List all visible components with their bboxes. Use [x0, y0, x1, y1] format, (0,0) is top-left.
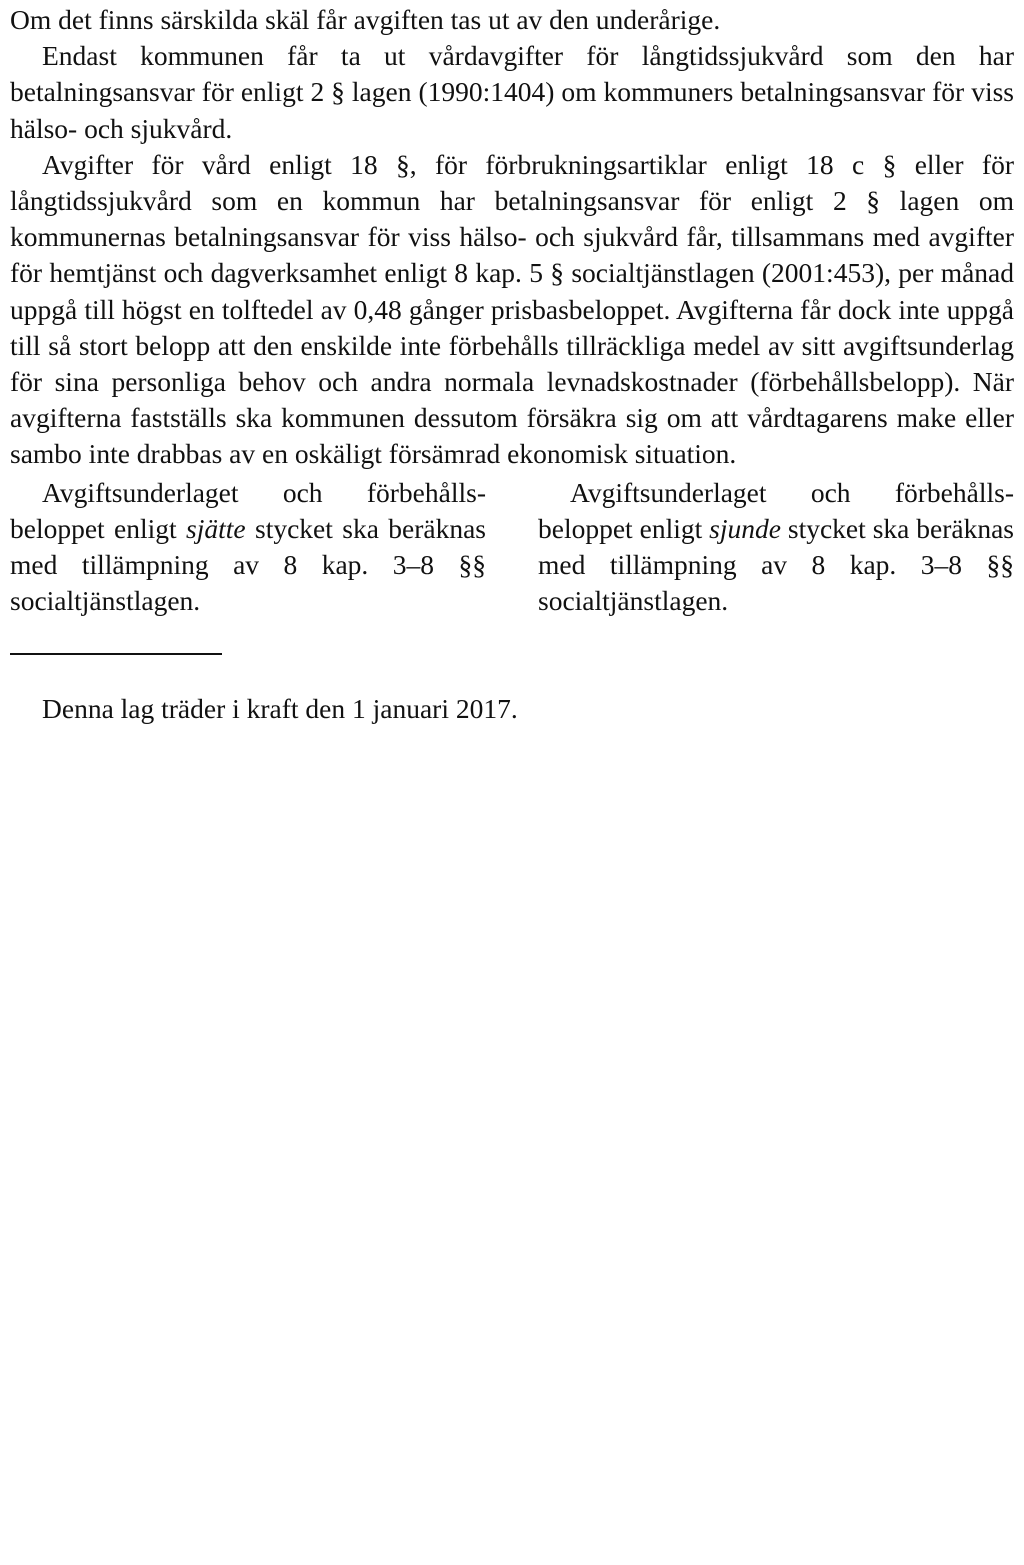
comparison-columns: [10, 475, 1014, 620]
paragraph-underarig-fee: Om det finns särskilda skäl får avgiften tas ut av den underårige.: [10, 4, 721, 35]
left-column-text-start: Avgiftsunderlaget och förbehållsbeloppet enligt: [10, 476, 486, 544]
right-column-text: [538, 475, 1014, 620]
effective-date-statement: Denna lag träder i kraft den 1 januari 2017.: [42, 693, 518, 725]
right-column-text-start: Avgiftsunderlaget och förbehållsbeloppet enligt: [538, 476, 1014, 544]
document-page: [10, 0, 1014, 728]
paragraph-fee-limits: Avgifter för vård enligt 18 §, för förbrukningsartiklar enligt 18 c § eller för långtidssjukvård som en kommun har betalningsansvar för enligt 2 § lagen om kommunernas betalningsansvar för viss hälso- och sjukvård får, tillsammans med avgifter för hemtjänst och dagverksamhet enligt 8 kap. 5 § socialtjänstlagen (2001:453), per månad uppgå till högst en tolftedel av 0,48 gånger prisbasbeloppet. Avgifterna får dock inte uppgå till så stort belopp att den enskilde inte förbehålls tillräckliga medel av sitt avgiftsunderlag för sina personliga behov och andra normala levnadskostnader (förbehållsbelopp). När avgifterna fastställs ska kommunen dessutom försäkra sig om att vårdtagarens make eller sambo inte drabbas av en oskäligt försämrad ekonomisk situation.: [10, 148, 1014, 470]
right-column-emphasis: sjunde: [709, 512, 781, 544]
paragraph-municipality-fees: Endast kommunen får ta ut vårdavgifter för långtidssjukvård som den har betalningsansvar för enligt 2 § lagen (1990:1404) om kommuners betalningsansvar för viss hälso- och sjukvård.: [10, 40, 1014, 144]
left-column-text-end: stycket ska beräknas med tillämpning av 8 kap. 3–8 §§ socialtjänstlagen.: [10, 512, 486, 617]
right-column-text-end: stycket ska beräknas med tillämpning av 8 kap. 3–8 §§ socialtjänstlagen.: [538, 512, 1014, 617]
left-column-emphasis: sjätte: [186, 512, 246, 544]
footnote-divider: [10, 653, 222, 655]
left-column-text: [10, 475, 486, 620]
